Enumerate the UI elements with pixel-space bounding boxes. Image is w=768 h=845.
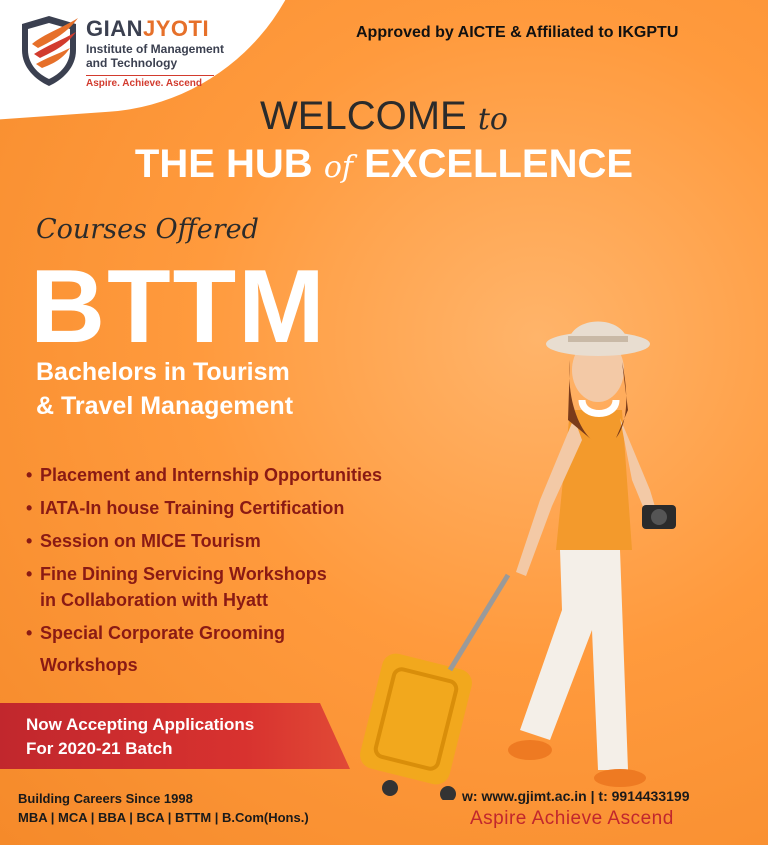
logo-text [86,16,224,89]
bullet-icon: • [26,498,33,518]
brand-name [86,16,224,42]
course-full-name [36,355,293,423]
welcome-connector: to [477,102,508,137]
feature-line1: Session on MICE Tourism [40,531,261,551]
since-text: Building Careers Since 1998 [18,791,193,806]
bullet-icon: • [26,531,33,551]
bullet-icon: • [26,465,33,485]
bullet-icon: • [26,564,33,584]
shield-icon [18,14,80,88]
feature-line1: Placement and Internship Opportunities [40,465,383,485]
institute-line2: and Technology [86,56,178,70]
traveler-illustration [330,300,690,800]
banner-line2: For 2020-21 Batch [26,739,173,758]
hub-part2: EXCELLENCE [364,142,634,186]
welcome-word: WELCOME [260,94,467,138]
course-full-line1: Bachelors in Tourism [36,358,290,386]
welcome-heading [0,94,768,139]
brand-part1: GIAN [86,16,143,41]
logo-motto: Aspire. Achieve. Ascend [86,75,214,89]
feature-line2: Workshops [40,655,138,675]
course-abbreviation: BTTM [30,249,327,365]
course-full-line2: & Travel Management [36,392,294,420]
programs-list: MBA | MCA | BBA | BCA | BTTM | B.Com(Hons.) [18,810,309,825]
applications-banner-text [26,713,254,761]
hub-connector: of [323,150,353,185]
contact-info: w: www.gjimt.ac.in | t: 9914433199 [462,788,690,804]
bullet-icon: • [26,623,33,643]
feature-line1: Fine Dining Servicing Workshops [40,564,327,584]
feature-line1: Special Corporate Grooming [40,623,286,643]
feature-line2: in Collaboration with Hyatt [40,590,268,610]
footer-motto: Aspire Achieve Ascend [470,808,674,829]
feature-line1: IATA-In house Training Certification [40,498,345,518]
banner-line1: Now Accepting Applications [26,715,255,734]
institute-logo [18,14,224,89]
hub-part1: THE HUB [134,142,313,186]
courses-offered-label: Courses Offered [36,214,259,245]
brand-part2: JYOTI [143,16,210,41]
hub-heading [0,142,768,187]
approval-text: Approved by AICTE & Affiliated to IKGPTU [356,24,679,41]
institute-line1: Institute of Management [86,42,225,56]
